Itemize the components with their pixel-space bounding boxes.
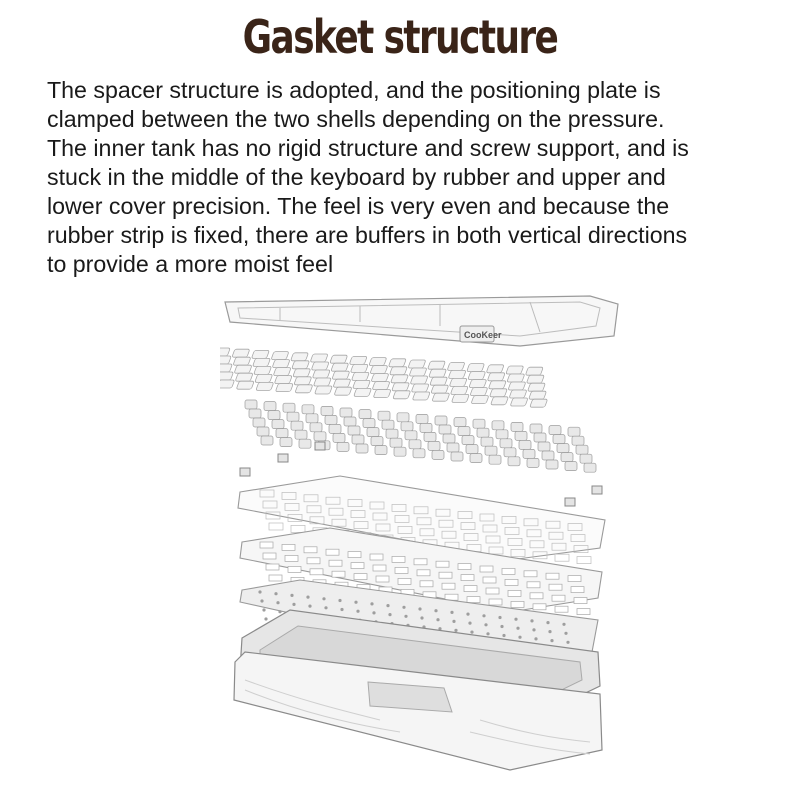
description-line: The inner tank has no rigid structure and screw support, and is bbox=[47, 135, 689, 161]
keycaps-layer bbox=[220, 348, 548, 407]
description-line: lower cover precision. The feel is very even and because the bbox=[47, 193, 670, 219]
description-line: The spacer structure is adopted, and the positioning plate is bbox=[47, 77, 661, 103]
switches-layer bbox=[245, 400, 596, 472]
description-line: clamped between the two shells depending on the pressure. bbox=[47, 106, 665, 132]
exploded-keyboard-diagram bbox=[220, 280, 640, 780]
top-case-layer bbox=[225, 296, 618, 346]
page-title: Gasket structure bbox=[242, 10, 558, 64]
brand-label: CooKeer bbox=[464, 330, 502, 340]
description-line: stuck in the middle of the keyboard by rubber and upper and bbox=[47, 164, 666, 190]
description bbox=[47, 76, 767, 279]
description-line: rubber strip is fixed, there are buffers in both vertical directions bbox=[47, 222, 688, 248]
description-line: to provide a more moist feel bbox=[47, 251, 334, 277]
